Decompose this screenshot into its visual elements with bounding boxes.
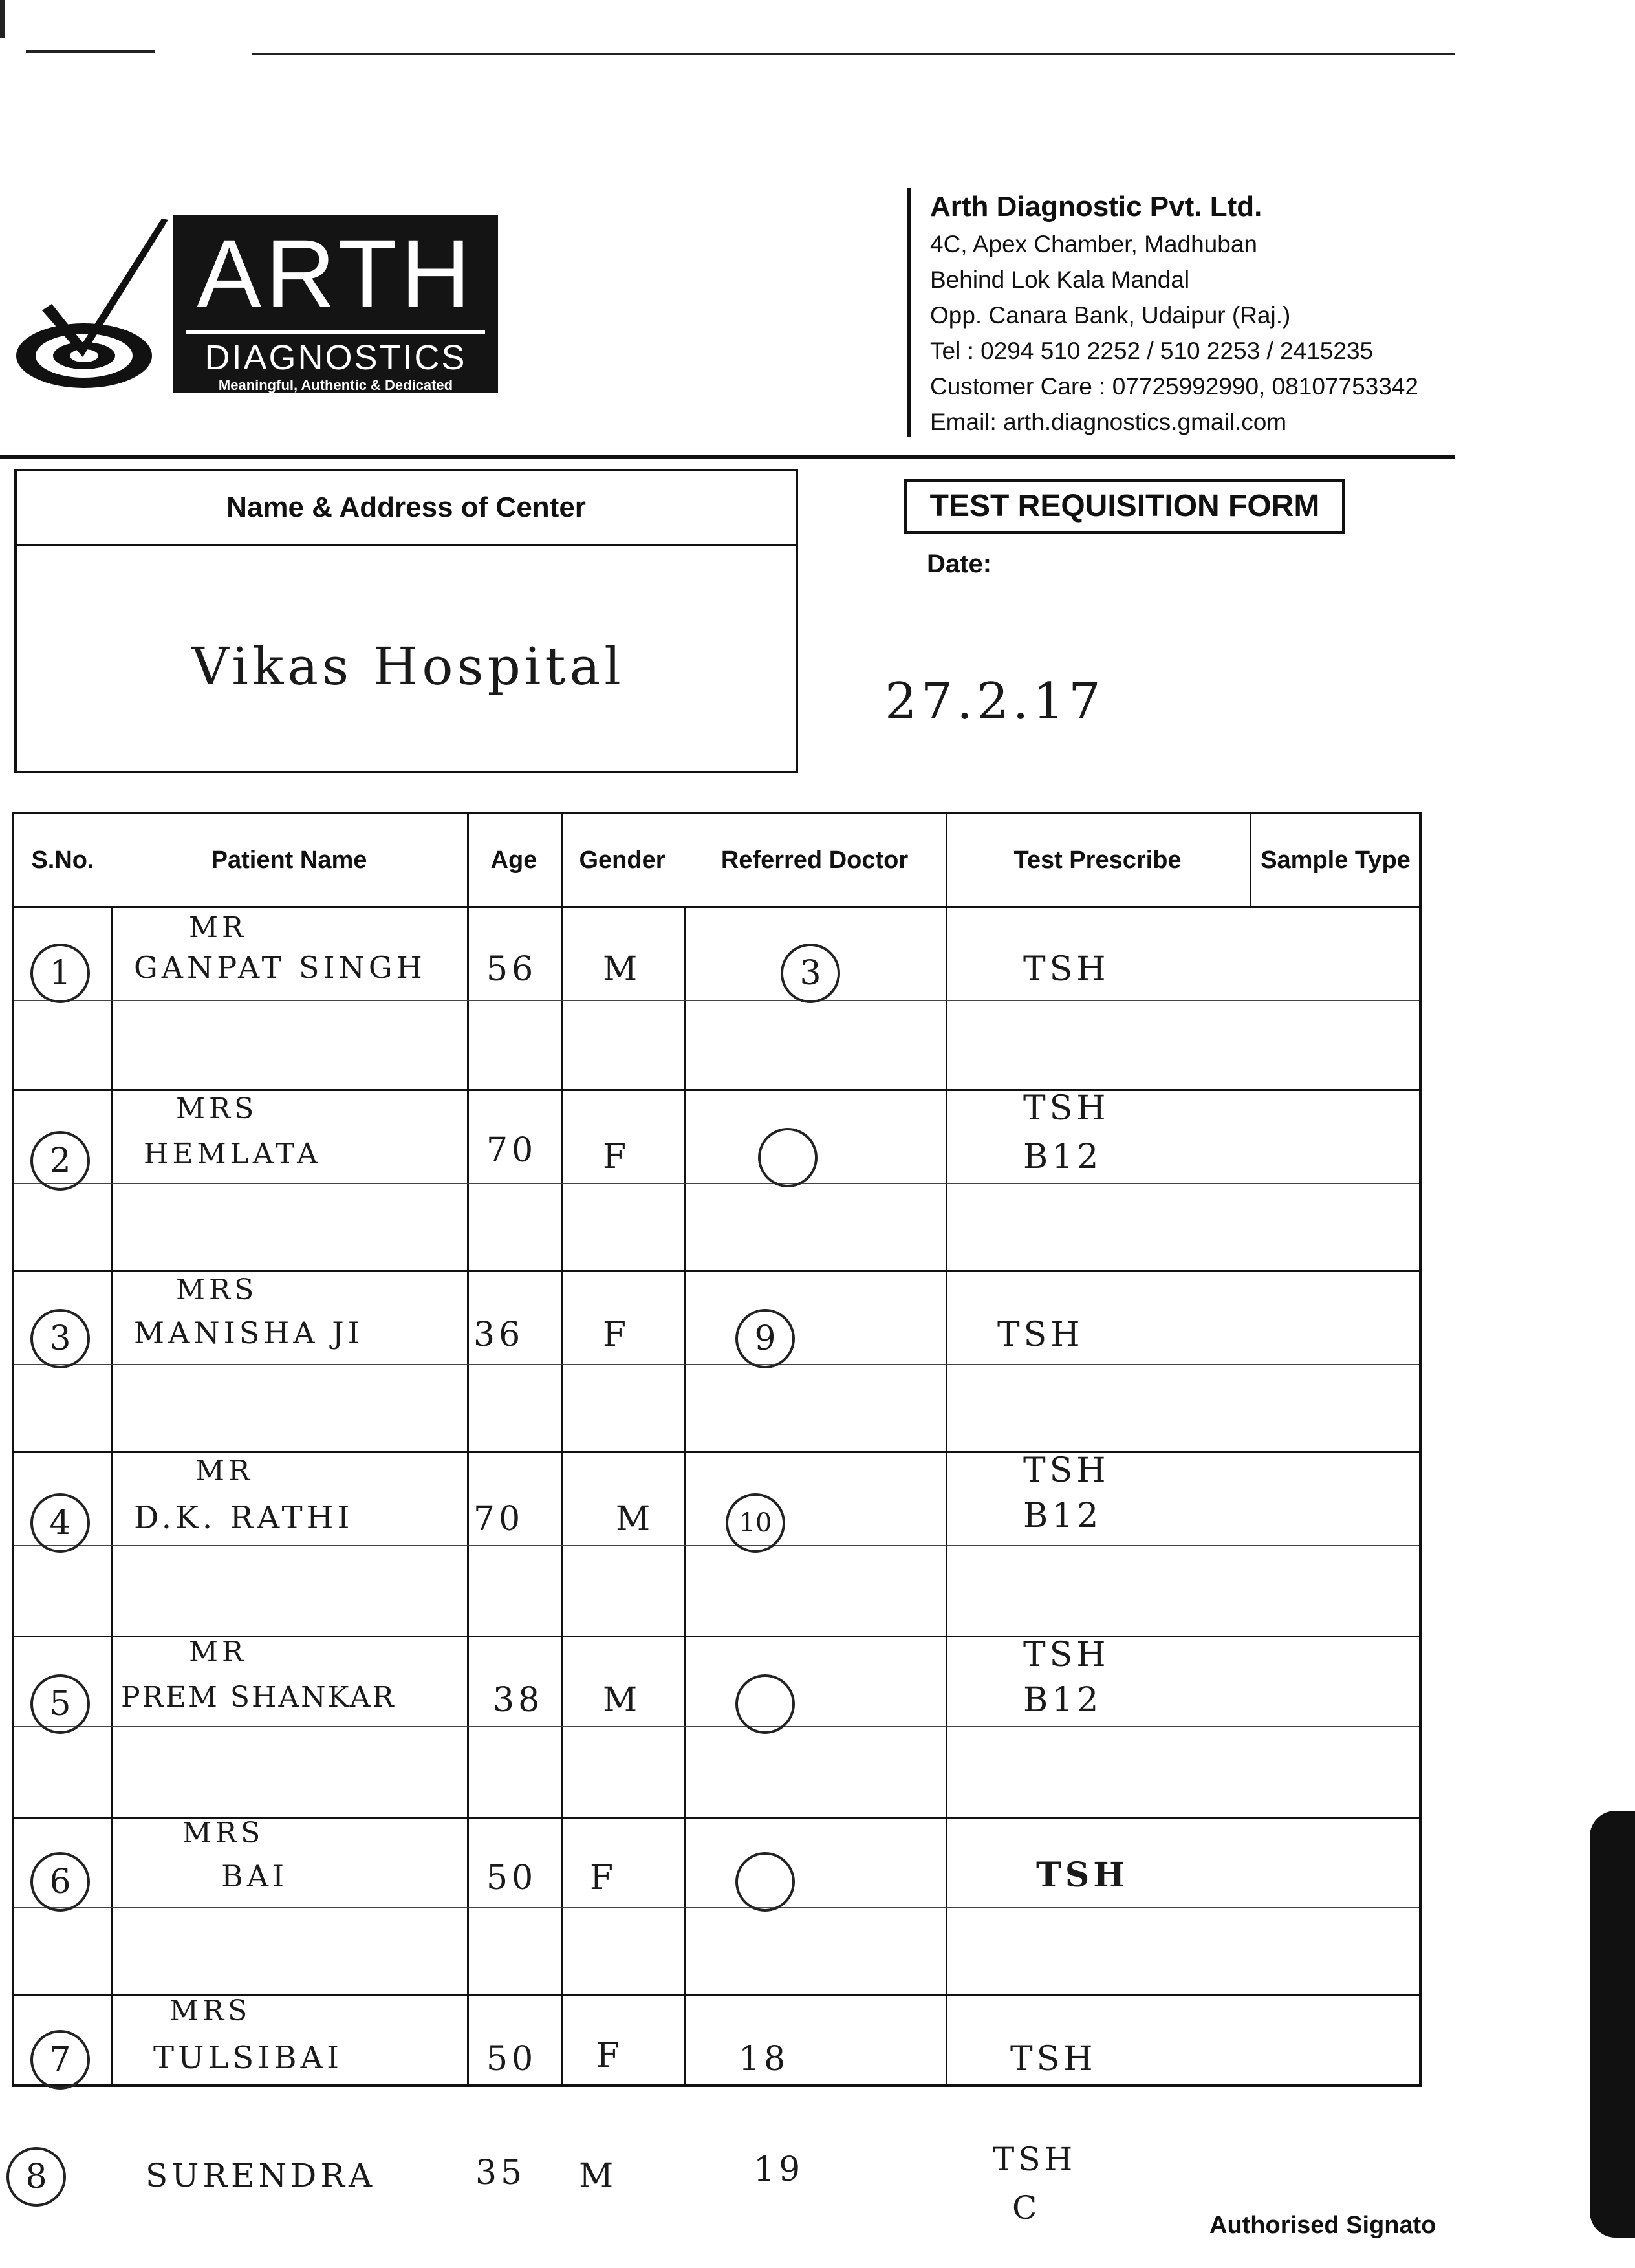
row-subdivider (14, 1183, 1419, 1184)
test-prescribed: TSH (1023, 1636, 1110, 1674)
patient-age: 36 (473, 1315, 525, 1354)
serial-number: 8 (6, 2147, 66, 2207)
patient-age: 50 (486, 2040, 537, 2079)
target-check-icon (6, 213, 181, 401)
col-header-patient-name: Patient Name (211, 846, 367, 874)
referred-doctor (758, 1128, 817, 1187)
phone-line: Tel : 0294 510 2252 / 510 2253 / 2415235 (930, 338, 1374, 364)
patient-title: MRS (182, 1817, 265, 1850)
patient-title: MRS (176, 1273, 258, 1306)
customer-care-line: Customer Care : 07725992990, 08107753342 (930, 373, 1418, 400)
patient-name: D.K. RATHI (134, 1500, 354, 1536)
logo-title: ARTH (197, 219, 475, 328)
logo-block (173, 215, 498, 393)
logo-subtitle: DIAGNOSTICS (204, 338, 467, 377)
referred-doctor: 3 (781, 944, 840, 1003)
test-prescribed-2: B12 (1023, 1138, 1103, 1176)
patient-title: MRS (176, 1092, 258, 1125)
patient-gender: M (603, 1681, 642, 1720)
patient-name: GANPAT SINGH (134, 950, 426, 985)
col-header-age: Age (490, 846, 537, 874)
scan-line (26, 50, 155, 53)
row-subdivider (14, 1907, 1419, 1908)
patient-gender: F (590, 1859, 618, 1897)
form-title: TEST REQUISITION FORM (904, 479, 1345, 534)
test-prescribed: TSH (1036, 1855, 1129, 1895)
row-divider (14, 1270, 1419, 1272)
col-header-sno: S.No. (31, 846, 94, 874)
col-divider (467, 814, 469, 2084)
referred-doctor (735, 1674, 795, 1734)
company-info (930, 188, 1616, 440)
patient-name: PREM SHANKAR (121, 1681, 396, 1714)
col-header-referred-doctor: Referred Doctor (720, 846, 909, 874)
patient-name: SURENDRA (146, 2157, 376, 2194)
test-prescribed-2: B12 (1023, 1496, 1103, 1535)
address-line: 4C, Apex Chamber, Madhuban (930, 231, 1257, 257)
patient-age: 70 (486, 1131, 537, 1170)
row-subdivider (14, 1000, 1419, 1001)
scan-line (252, 53, 1455, 55)
patient-age: 35 (475, 2154, 526, 2192)
center-name: Vikas Hospital (191, 636, 625, 697)
patient-gender: F (603, 1315, 631, 1354)
col-header-test-prescribe: Test Prescribe (1013, 846, 1182, 874)
test-prescribed-2: B12 (1023, 1681, 1103, 1720)
patient-name: HEMLATA (144, 1138, 321, 1171)
header-rule (0, 455, 1455, 459)
scan-edge-shadow (1590, 1811, 1635, 2238)
referred-doctor (735, 1852, 795, 1912)
date-label: Date: (927, 550, 992, 578)
col-divider (561, 814, 563, 2084)
row-subdivider (14, 1364, 1419, 1365)
referred-doctor: 18 (739, 2040, 790, 2079)
test-prescribed: TSH (997, 1315, 1084, 1354)
patient-title: MR (189, 1636, 248, 1669)
row-divider (14, 1089, 1419, 1091)
row-divider (14, 906, 1419, 908)
patient-title: MR (189, 911, 248, 944)
serial-number: 7 (30, 2030, 90, 2090)
row-divider (14, 1451, 1419, 1453)
patient-age: 56 (486, 950, 537, 989)
date-value: 27.2.17 (885, 673, 1105, 731)
patient-age: 38 (493, 1681, 544, 1720)
logo-tagline: Meaningful, Authentic & Dedicated (218, 377, 453, 393)
patient-name: TULSIBAI (153, 2040, 343, 2076)
col-header-gender: Gender (579, 846, 666, 874)
test-prescribed: TSH (993, 2141, 1077, 2178)
authorised-signatory-label: Authorised Signato (1209, 2212, 1436, 2239)
serial-number: 1 (30, 944, 90, 1003)
patient-gender: M (579, 2157, 618, 2196)
center-heading: Name & Address of Center (17, 471, 796, 546)
patient-gender: F (596, 2036, 624, 2075)
address-line: Behind Lok Kala Mandal (930, 266, 1190, 293)
serial-number: 3 (30, 1309, 90, 1368)
patient-gender: F (603, 1138, 631, 1176)
header-divider (907, 188, 911, 437)
test-prescribed-2: C (1012, 2189, 1041, 2227)
patient-title: MRS (169, 1994, 252, 2027)
patient-gender: M (603, 950, 642, 989)
logo-divider (186, 330, 485, 334)
patient-gender: M (616, 1500, 655, 1539)
scan-line (0, 0, 5, 38)
center-box (14, 469, 798, 773)
referred-doctor: 19 (753, 2150, 805, 2189)
serial-number: 2 (30, 1131, 90, 1191)
patient-name: MANISHA JI (134, 1315, 363, 1350)
patient-name: BAI (221, 1859, 288, 1894)
serial-number: 4 (30, 1493, 90, 1553)
referred-doctor: 10 (726, 1493, 785, 1553)
test-prescribed: TSH (1023, 1089, 1110, 1128)
serial-number: 6 (30, 1852, 90, 1912)
referred-doctor: 9 (735, 1309, 795, 1368)
col-header-sample-type: Sample Type (1261, 846, 1411, 874)
patient-table (12, 812, 1422, 2087)
company-name: Arth Diagnostic Pvt. Ltd. (930, 191, 1262, 222)
patient-age: 50 (486, 1859, 537, 1897)
serial-number: 5 (30, 1674, 90, 1734)
patient-title: MR (195, 1454, 254, 1487)
row-subdivider (14, 1726, 1419, 1727)
test-prescribed: TSH (1023, 1451, 1110, 1490)
email-line: Email: arth.diagnostics.gmail.com (930, 409, 1287, 435)
patient-age: 70 (473, 1500, 525, 1539)
test-prescribed: TSH (1010, 2040, 1097, 2079)
row-subdivider (14, 1545, 1419, 1546)
test-prescribed: TSH (1023, 950, 1110, 989)
address-line: Opp. Canara Bank, Udaipur (Raj.) (930, 302, 1291, 329)
col-divider (946, 814, 947, 2084)
